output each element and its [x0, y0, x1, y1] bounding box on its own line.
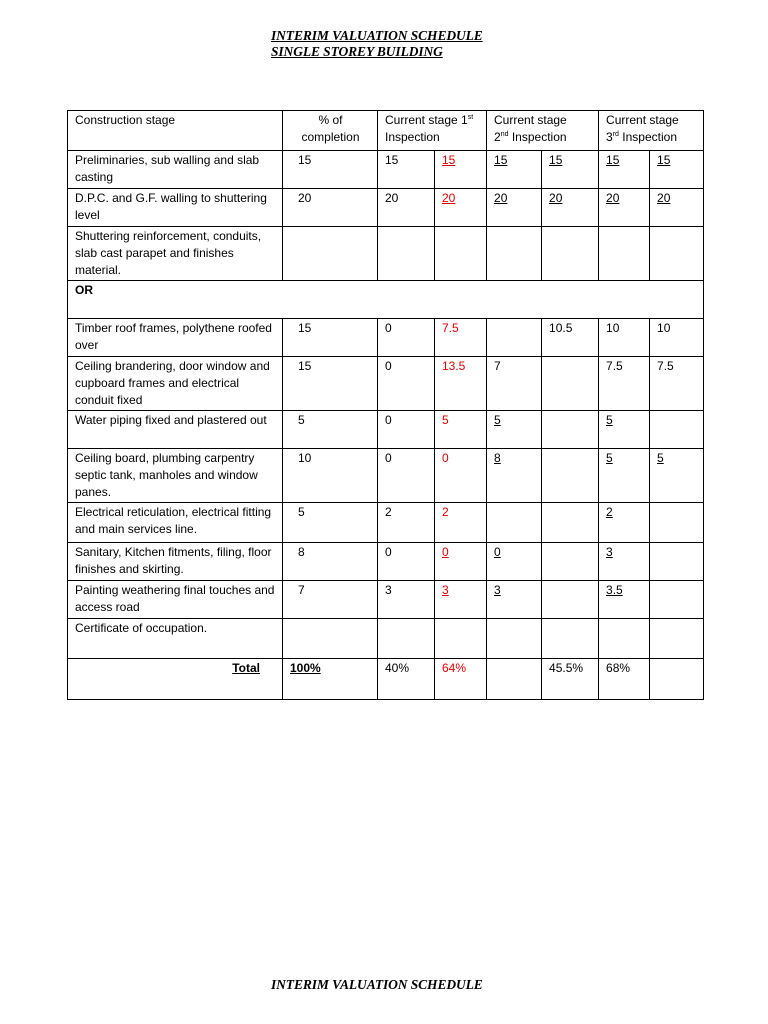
insp1-value: 0: [378, 411, 435, 449]
insp1-value: 0: [378, 319, 435, 357]
insp2-value: [487, 619, 542, 659]
insp1-adjusted-value: 2: [435, 503, 487, 543]
insp2-adjusted-value: [542, 411, 599, 449]
stage-cell: Shuttering reinforcement, conduits, slab cast parapet and finishes material.: [68, 227, 283, 281]
insp1-value: 0: [378, 449, 435, 503]
percent-cell: 20: [283, 189, 378, 227]
percent-cell: 15: [283, 151, 378, 189]
stage-cell: Timber roof frames, polythene roofed over: [68, 319, 283, 357]
stage-cell: D.P.C. and G.F. walling to shuttering level: [68, 189, 283, 227]
document-subtitle: SINGLE STOREY BUILDING: [271, 44, 443, 59]
insp3-value: 2: [599, 503, 650, 543]
insp1-value: 15: [378, 151, 435, 189]
insp2-value: 7: [487, 357, 542, 411]
insp2-adjusted-total: 45.5%: [542, 659, 599, 700]
insp3-adjusted-value: 15: [650, 151, 704, 189]
insp3-adjusted-value: 20: [650, 189, 704, 227]
stage-cell: Sanitary, Kitchen fitments, filing, floor finishes and skirting.: [68, 543, 283, 581]
table-row: [68, 151, 704, 189]
insp2-adjusted-value: [542, 503, 599, 543]
insp2-adjusted-value: 20: [542, 189, 599, 227]
insp2-total: [487, 659, 542, 700]
stage-cell: Electrical reticulation, electrical fitting and main services line.: [68, 503, 283, 543]
header-row: [68, 111, 704, 151]
insp1-adjusted-value: 5: [435, 411, 487, 449]
insp1-total: 40%: [378, 659, 435, 700]
insp3-value: [599, 619, 650, 659]
insp2-value: 5: [487, 411, 542, 449]
insp2-value: [487, 503, 542, 543]
insp3-value: 7.5: [599, 357, 650, 411]
insp1-adjusted-value: [435, 619, 487, 659]
insp2-adjusted-value: 15: [542, 151, 599, 189]
percent-cell: [283, 619, 378, 659]
percent-cell: 7: [283, 581, 378, 619]
insp1-value: 2: [378, 503, 435, 543]
insp2-value: 8: [487, 449, 542, 503]
insp2-value: [487, 319, 542, 357]
percent-cell: 15: [283, 357, 378, 411]
insp2-adjusted-value: [542, 581, 599, 619]
insp3-adjusted-value: [650, 619, 704, 659]
document-title: INTERIM VALUATION SCHEDULE: [271, 28, 483, 43]
table-row: [68, 619, 704, 659]
insp3-adjusted-total: [650, 659, 704, 700]
insp3-value: 5: [599, 449, 650, 503]
insp3-adjusted-value: 7.5: [650, 357, 704, 411]
table-row: [68, 227, 704, 281]
percent-cell: 15: [283, 319, 378, 357]
insp1-value: 0: [378, 357, 435, 411]
insp2-adjusted-value: [542, 619, 599, 659]
insp1-adjusted-value: 15: [435, 151, 487, 189]
insp3-adjusted-value: 5: [650, 449, 704, 503]
insp1-value: [378, 227, 435, 281]
percent-cell: 5: [283, 503, 378, 543]
insp3-value: [599, 227, 650, 281]
percent-cell: 5: [283, 411, 378, 449]
insp3-value: 5: [599, 411, 650, 449]
insp2-value: 15: [487, 151, 542, 189]
header-percent-completion: % of completion: [283, 111, 378, 151]
table-row: [68, 581, 704, 619]
insp2-value: 0: [487, 543, 542, 581]
header-inspection-3: Current stage 3rd Inspection: [599, 111, 704, 151]
insp3-value: 20: [599, 189, 650, 227]
footer-title: INTERIM VALUATION SCHEDULE: [271, 977, 483, 992]
insp2-adjusted-value: [542, 543, 599, 581]
valuation-table: [67, 110, 704, 700]
insp1-adjusted-value: 7.5: [435, 319, 487, 357]
insp2-value: [487, 227, 542, 281]
stage-cell: Ceiling board, plumbing carpentry septic tank, manholes and window panes.: [68, 449, 283, 503]
header-construction-stage: Construction stage: [68, 111, 283, 151]
insp1-value: [378, 619, 435, 659]
table-row: [68, 543, 704, 581]
stage-cell: Ceiling brandering, door window and cupboard frames and electrical conduit fixed: [68, 357, 283, 411]
table-row: [68, 189, 704, 227]
insp2-adjusted-value: 10.5: [542, 319, 599, 357]
table-row: [68, 319, 704, 357]
insp2-adjusted-value: [542, 227, 599, 281]
insp1-value: 20: [378, 189, 435, 227]
insp3-adjusted-value: 10: [650, 319, 704, 357]
insp1-value: 3: [378, 581, 435, 619]
stage-cell: Preliminaries, sub walling and slab casting: [68, 151, 283, 189]
percent-cell: 8: [283, 543, 378, 581]
stage-cell: Painting weathering final touches and access road: [68, 581, 283, 619]
insp3-adjusted-value: [650, 227, 704, 281]
insp3-value: 3.5: [599, 581, 650, 619]
insp2-value: 20: [487, 189, 542, 227]
insp2-adjusted-value: [542, 449, 599, 503]
insp1-adjusted-total: 64%: [435, 659, 487, 700]
insp1-adjusted-value: 20: [435, 189, 487, 227]
total-label: Total: [68, 659, 283, 700]
insp1-adjusted-value: 0: [435, 449, 487, 503]
insp3-adjusted-value: [650, 503, 704, 543]
table-row: [68, 357, 704, 411]
stage-cell: Certificate of occupation.: [68, 619, 283, 659]
insp3-adjusted-value: [650, 411, 704, 449]
insp3-value: 3: [599, 543, 650, 581]
header-inspection-1: Current stage 1st Inspection: [378, 111, 487, 151]
total-percent: 100%: [283, 659, 378, 700]
or-separator: OR: [68, 281, 704, 319]
insp2-adjusted-value: [542, 357, 599, 411]
insp3-value: 15: [599, 151, 650, 189]
insp3-total: 68%: [599, 659, 650, 700]
header-inspection-2: Current stage 2nd Inspection: [487, 111, 599, 151]
table-row: [68, 449, 704, 503]
percent-cell: 10: [283, 449, 378, 503]
or-row: [68, 281, 704, 319]
insp3-adjusted-value: [650, 581, 704, 619]
total-row: [68, 659, 704, 700]
insp1-adjusted-value: [435, 227, 487, 281]
insp3-adjusted-value: [650, 543, 704, 581]
insp2-value: 3: [487, 581, 542, 619]
insp1-adjusted-value: 3: [435, 581, 487, 619]
insp1-value: 0: [378, 543, 435, 581]
percent-cell: [283, 227, 378, 281]
insp1-adjusted-value: 13.5: [435, 357, 487, 411]
table-row: [68, 503, 704, 543]
insp3-value: 10: [599, 319, 650, 357]
table-row: [68, 411, 704, 449]
insp1-adjusted-value: 0: [435, 543, 487, 581]
stage-cell: Water piping fixed and plastered out: [68, 411, 283, 449]
